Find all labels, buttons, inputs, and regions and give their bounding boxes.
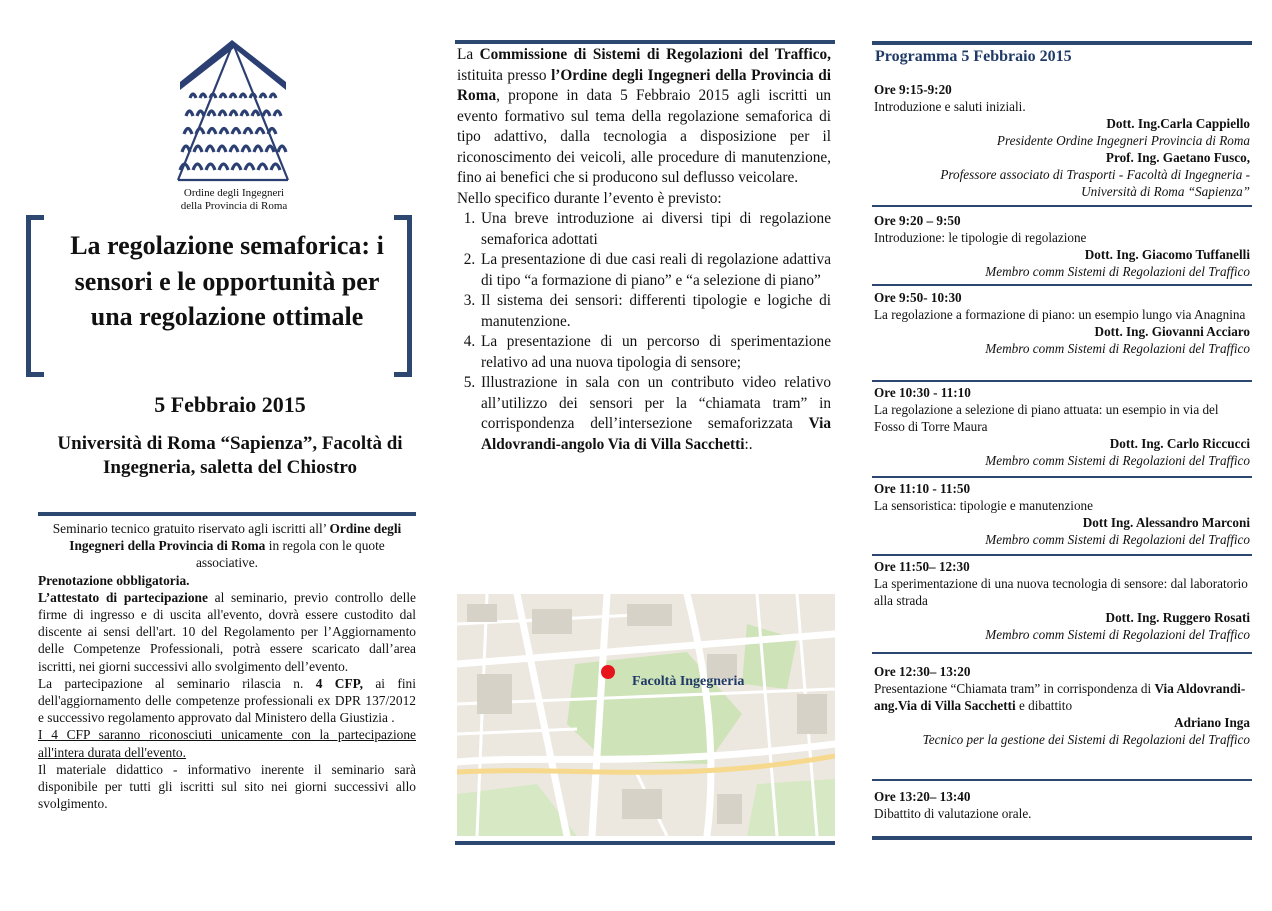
seminar-info bbox=[38, 520, 416, 812]
seminar-intro bbox=[38, 520, 416, 572]
list-item bbox=[479, 373, 831, 455]
cfp-attendance-note: I 4 CFP saranno riconosciuti unicamente con la partecipazione all'intera durata dell'evento. bbox=[38, 727, 416, 760]
material-note: Il materiale didattico - informativo inerente il seminario sarà disponibile per tutti gli iscritti sul sito nei giorni successivi allo svolgimento. bbox=[38, 761, 416, 812]
item5-tail: :. bbox=[744, 435, 753, 453]
ordine-logo-building bbox=[176, 38, 291, 188]
session-divider bbox=[872, 652, 1252, 654]
speaker-name: Dott. Ing.Carla Cappiello bbox=[1106, 116, 1250, 131]
session-time: Ore 9:50- 10:30 bbox=[874, 290, 962, 305]
speaker-name: Dott Ing. Alessandro Marconi bbox=[1082, 515, 1250, 530]
speaker-name: Prof. Ing. Gaetano Fusco, bbox=[1105, 150, 1250, 165]
session-time: Ore 10:30 - 11:10 bbox=[874, 385, 971, 400]
session-divider bbox=[872, 205, 1252, 207]
session-topic: La sperimentazione di una nuova tecnologia di sensore: dal laboratorio alla strada bbox=[874, 576, 1248, 608]
session-topic: La regolazione a selezione di piano attuata: un esempio in via del Fosso di Torre Maura bbox=[874, 402, 1219, 434]
title-bracket-right bbox=[394, 215, 412, 377]
list-item: 2. La presentazione di due casi reali di regolazione adattiva di tipo “a formazione di piano” e “a selezione di piano” bbox=[479, 250, 831, 291]
list-item: 3. Il sistema dei sensori: differenti tipologie e logiche di manutenzione. bbox=[479, 291, 831, 332]
desc-ordine: l’Ordine degli Ingegneri della Provincia di Roma bbox=[457, 66, 831, 104]
program-session bbox=[874, 663, 1250, 748]
session-topic: Introduzione e saluti iniziali. bbox=[874, 99, 1026, 114]
session-topic: La regolazione a formazione di piano: un esempio lungo via Anagnina bbox=[874, 307, 1246, 322]
session-divider bbox=[872, 476, 1252, 478]
session-topic bbox=[874, 680, 1250, 714]
right-top-divider bbox=[872, 41, 1252, 45]
cfp-note bbox=[38, 675, 416, 727]
item5-text: Illustrazione in sala con un contributo video relativo all’utilizzo dei sensori per la “chiamata tram” in corrispondenza dell’intersezione semaforizzata bbox=[481, 374, 831, 432]
session-divider bbox=[872, 380, 1252, 382]
right-bottom-divider bbox=[872, 836, 1252, 840]
speaker-role: Presidente Ordine Ingegneri Provincia di Roma bbox=[996, 133, 1250, 148]
program-session bbox=[874, 384, 1250, 469]
session-time: Ore 9:20 – 9:50 bbox=[874, 213, 961, 228]
session-topic-intersection: Via Aldovrandi-ang.Via di Villa Sacchetti bbox=[874, 681, 1246, 713]
speaker-role: Membro comm Sistemi di Regolazioni del Traffico bbox=[985, 453, 1250, 468]
session-topic-tail: e dibattito bbox=[1015, 698, 1073, 713]
item5-intersection: Via Aldovrandi-angolo Via di Villa Sacchetti bbox=[481, 415, 831, 453]
session-time: Ore 13:20– 13:40 bbox=[874, 789, 971, 804]
event-description bbox=[457, 45, 831, 455]
speaker-name: Dott. Ing. Giovanni Acciaro bbox=[1094, 324, 1250, 339]
speaker-name: Dott. Ing. Giacomo Tuffanelli bbox=[1084, 247, 1250, 262]
certificate-heading: L’attestato di partecipazione bbox=[38, 589, 208, 605]
seminar-intro-ordine: Ordine degli Ingegneri della Provincia di Roma bbox=[69, 521, 402, 554]
speaker-name: Dott. Ing. Ruggero Rosati bbox=[1105, 610, 1250, 625]
event-venue: Università di Roma “Sapienza”, Facoltà di Ingegneria, saletta del Chiostro bbox=[57, 433, 403, 478]
program-session bbox=[874, 558, 1250, 643]
speaker-role: Tecnico per la gestione dei Sistemi di Regolazioni del Traffico bbox=[922, 732, 1250, 747]
desc-commission: Commissione di Sistemi di Regolazioni del Traffico, bbox=[479, 46, 831, 63]
description-lead: Nello specifico durante l’evento è previsto: bbox=[457, 189, 722, 207]
logo-caption-line1: Ordine degli Ingegneri bbox=[183, 187, 285, 199]
program-session bbox=[874, 480, 1250, 548]
program-session bbox=[874, 788, 1250, 822]
title-bracket-left bbox=[26, 215, 44, 377]
program-session bbox=[874, 212, 1250, 280]
session-time: Ore 11:50– 12:30 bbox=[874, 559, 970, 574]
session-time: Ore 11:10 - 11:50 bbox=[874, 481, 971, 496]
speaker-role: Membro comm Sistemi di Regolazioni del Traffico bbox=[985, 532, 1250, 547]
logo-caption-line2: della Provincia di Roma bbox=[180, 200, 288, 212]
agenda-list bbox=[457, 209, 831, 455]
session-divider bbox=[872, 779, 1252, 781]
cfp-text-c: ai fini dell'aggiornamento delle competenze professionali ex DPR 137/2012 e successivo regolamento approvato dal Ministero della Giustizia . bbox=[38, 675, 416, 726]
session-topic: La sensoristica: tipologie e manutenzione bbox=[874, 498, 1093, 513]
certificate-text: al seminario, previo controllo delle firme di ingresso e di uscita all'evento, dovrà essere custodito dal discente ai sensi dell'art. 10 del Regolamento per l’Aggiornamento delle Competenze Professionali, potrà essere scaricato dall’area iscritti, nei giorni successivi allo svolgimento dell’evento. bbox=[38, 589, 416, 674]
description-paragraph bbox=[457, 45, 831, 189]
program-session bbox=[874, 81, 1250, 200]
speaker-role: Professore associato di Trasporti - Facoltà di Ingegneria - Università di Roma “Sapienza” bbox=[940, 167, 1250, 199]
middle-bottom-divider bbox=[455, 841, 835, 845]
location-map bbox=[457, 594, 835, 836]
speaker-role: Membro comm Sistemi di Regolazioni del Traffico bbox=[985, 627, 1250, 642]
desc-istituita: istituita presso bbox=[457, 66, 552, 84]
desc-la: La bbox=[457, 46, 480, 63]
cfp-text-a: La partecipazione al seminario rilascia n. bbox=[38, 675, 316, 691]
map-graphic bbox=[457, 594, 835, 836]
seminar-intro-text: Seminario tecnico gratuito riservato agli iscritti all’ bbox=[52, 521, 330, 536]
event-date: 5 Febbraio 2015 bbox=[154, 392, 306, 417]
session-topic: Introduzione: le tipologie di regolazione bbox=[874, 230, 1087, 245]
session-time: Ore 9:15-9:20 bbox=[874, 82, 952, 97]
map-location-label: Facoltà Ingegneria bbox=[632, 674, 745, 689]
booking-text: Prenotazione obbligatoria. bbox=[38, 572, 190, 588]
session-divider bbox=[872, 554, 1252, 556]
session-topic-text: Presentazione “Chiamata tram” in corrispondenza di bbox=[874, 681, 1155, 696]
program-title: Programma 5 Febbraio 2015 bbox=[875, 48, 1072, 65]
event-title: La regolazione semaforica: i sensori e le opportunità per una regolazione ottimale bbox=[70, 231, 384, 331]
speaker-name: Adriano Inga bbox=[1174, 715, 1250, 730]
program-session bbox=[874, 289, 1250, 357]
session-time: Ore 12:30– 13:20 bbox=[874, 664, 971, 679]
left-divider bbox=[38, 512, 416, 516]
speaker-role: Membro comm Sistemi di Regolazioni del Traffico bbox=[985, 341, 1250, 356]
desc-body: , propone in data 5 Febbraio 2015 agli iscritti un evento formativo sul tema della regolazione semaforica di tipo adattivo, dalla tecnologia a disposizione per il riconoscimento dei veicoli, alle procedure di manutenzione, fino ai benefici che si producono sul deflusso veicolare. bbox=[457, 87, 831, 186]
list-item: 1. Una breve introduzione ai diversi tipi di regolazione semaforica adottati bbox=[479, 209, 831, 250]
seminar-intro-tail: in regola con le quote associative. bbox=[195, 538, 385, 571]
list-item: 4. La presentazione di un percorso di sperimentazione relativo ad una nuova tipologia di sensore; bbox=[479, 332, 831, 373]
middle-top-divider bbox=[455, 40, 835, 44]
session-topic: Dibattito di valutazione orale. bbox=[874, 806, 1032, 821]
cfp-count: 4 CFP, bbox=[315, 675, 363, 691]
logo-caption bbox=[150, 187, 318, 213]
speaker-name: Dott. Ing. Carlo Riccucci bbox=[1109, 436, 1250, 451]
session-divider bbox=[872, 284, 1252, 286]
booking-note bbox=[38, 572, 416, 589]
certificate-note bbox=[38, 589, 416, 675]
speaker-role: Membro comm Sistemi di Regolazioni del Traffico bbox=[985, 264, 1250, 279]
